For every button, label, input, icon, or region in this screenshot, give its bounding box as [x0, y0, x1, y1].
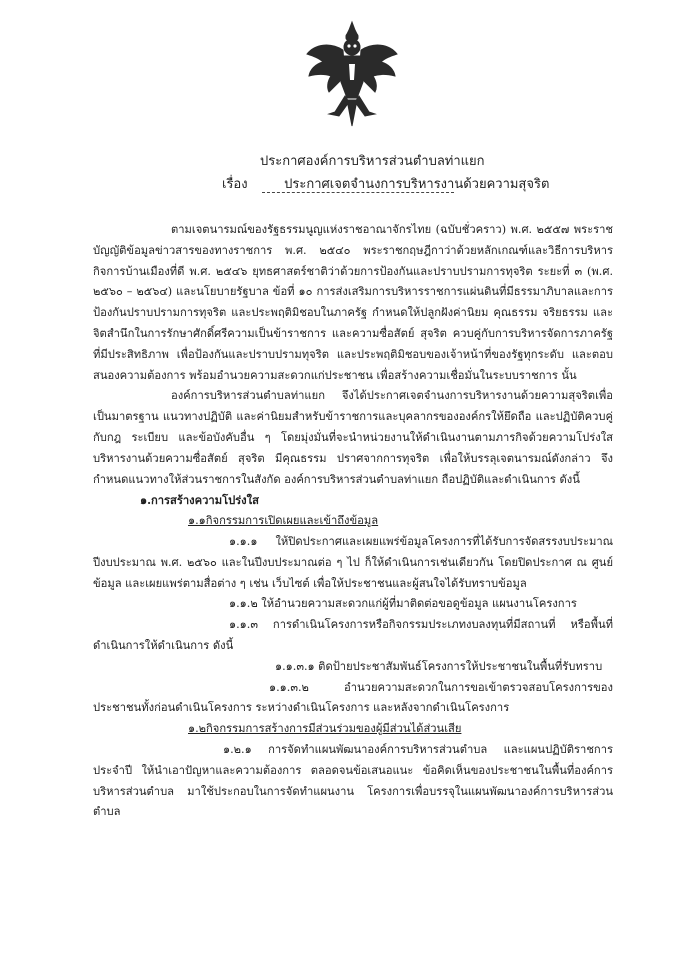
subject-label: เรื่อง [222, 177, 248, 192]
subsection-heading-participation: ๑.๒กิจกรรมการสร้างการมีส่วนร่วมของผู้มีส่วนได้ส่วนเสีย [188, 722, 462, 736]
subsection-heading-disclosure: ๑.๑กิจกรรมการเปิดเผยและเข้าถึงข้อมูล [188, 514, 379, 528]
paragraph-preamble: ตามเจตนารมณ์ของรัฐธรรมนูญแห่งราชอาณาจักรไทย (ฉบับชั่วคราว) พ.ศ. ๒๕๕๗ พระราชบัญญัติข้อมูลข่าวสารของทางราชการ พ.ศ. ๒๕๔๐ พระราชกฤษฎีกาว่าด้วยหลักเกณฑ์และวิธีการบริหารกิจการบ้านเมืองที่ดี พ.ศ. ๒๕๔๖ ยุทธศาสตร์ชาติว่าด้วยการป้องกันและปราบปรามการทุจริต ระยะที่ ๓ (พ.ศ. ๒๕๖๐ – ๒๕๖๔) และนโยบายรัฐบาล ข้อที่ ๑๐ การส่งเสริมการบริหารราชการแผ่นดินที่มีธรรมาภิบาลและการป้องกันปราบปรามการทุจริต และประพฤติมิชอบในภาครัฐ กำหนดให้ปลูกฝังค่านิยม คุณธรรม จริยธรรม และจิตสำนึกในการรักษาศักดิ์ศรีความเป็นข้าราชการ และความซื่อสัตย์ สุจริต ควบคู่กับการบริหารจัดการภาครัฐ ที่มีประสิทธิภาพ เพื่อป้องกันและปราบปรามทุจริต และประพฤติมิชอบของเจ้าหน้าที่ของรัฐทุกระดับ และตอบสนองความต้องการ พร้อมอำนวยความสะดวกแก่ประชาชน เพื่อสร้างความเชื่อมั่นในระบบราชการ นั้น [93, 223, 613, 382]
item-1-1-3-1: ๑.๑.๓.๑ ติดป้ายประชาสัมพันธ์โครงการให้ประชาชนในพื้นที่รับทราบ [275, 659, 603, 673]
document-title: ประกาศองค์การบริหารส่วนตำบลท่าแยก [260, 154, 485, 169]
document-subject [222, 173, 549, 194]
item-1-1-3-2: ๑.๑.๓.๒ อำนวยความสะดวกในการขอเข้าตรวจสอบโครงการของประชาชนทั้งก่อนดำเนินโครงการ ระหว่างดำเนินโครงการ และหลังจากดำเนินโครงการ [93, 680, 613, 715]
document-body [93, 220, 613, 823]
item-1-1-1: ๑.๑.๑ ให้ปิดประกาศและเผยแพร่ข้อมูลโครงการที่ได้รับการจัดสรรงบประมาณ ปีงบประมาณ พ.ศ. ๒๕๖๐ และในปีงบประมาณต่อ ๆ ไป ก็ให้ดำเนินการเช่นเดียวกัน โดยปิดประกาศ ณ ศูนย์ข้อมูล และเผยแพร่ตามสื่อต่าง ๆ เช่น เว็บไซต์ เพื่อให้ประชาชนและผู้สนใจได้รับทราบข้อมูล [93, 534, 613, 590]
item-1-2-1: ๑.๒.๑ การจัดทำแผนพัฒนาองค์การบริหารส่วนตำบล และแผนปฏิบัติราชการประจำปี ให้นำเอาปัญหาและความต้องการ ตลอดจนข้อเสนอแนะ ข้อคิดเห็นของประชาชนในพื้นที่องค์การบริหารส่วนตำบล มาใช้ประกอบในการจัดทำแผนงาน โครงการเพื่อบรรจุในแผนพัฒนาองค์การบริหารส่วนตำบล [93, 742, 613, 819]
subject-text: ประกาศเจตจำนงการบริหารงานด้วยความสุจริต [284, 177, 550, 192]
garuda-emblem-icon [305, 20, 399, 130]
item-1-1-2: ๑.๑.๒ ให้อำนวยความสะดวกแก่ผู้ที่มาติดต่อขอดูข้อมูล แผนงานโครงการ [229, 597, 577, 611]
section-heading-transparency: ๑.การสร้างความโปร่งใส [140, 493, 259, 508]
title-divider [262, 192, 454, 193]
paragraph-declaration: องค์การบริหารส่วนตำบลท่าแยก จึงได้ประกาศเจตจำนงการบริหารงานด้วยความสุจริตเพื่อเป็นมาตรฐาน แนวทางปฏิบัติ และค่านิยมสำหรับข้าราชการและบุคลากรขององค์กรให้ยึดถือ และปฏิบัติควบคู่กับกฎ ระเบียบ และข้อบังคับอื่น ๆ โดยมุ่งมั่นที่จะนำหน่วยงานให้ดำเนินงานตามภารกิจด้วยความโปร่งใส บริหารงานด้วยความซื่อสัตย์ สุจริต มีคุณธรรม ปราศจากการทุจริต เพื่อให้บรรลุเจตนารมณ์ดังกล่าว จึงกำหนดแนวทางให้ส่วนราชการในสังกัด องค์การบริหารส่วนตำบลท่าแยก ถือปฏิบัติและดำเนินการ ดังนี้ [93, 389, 613, 486]
item-1-1-3: ๑.๑.๓ การดำเนินโครงการหรือกิจกรรมประเภทงบลงทุนที่มีสถานที่ หรือพื้นที่ดำเนินการให้ดำเนินการ ดังนี้ [93, 618, 613, 652]
